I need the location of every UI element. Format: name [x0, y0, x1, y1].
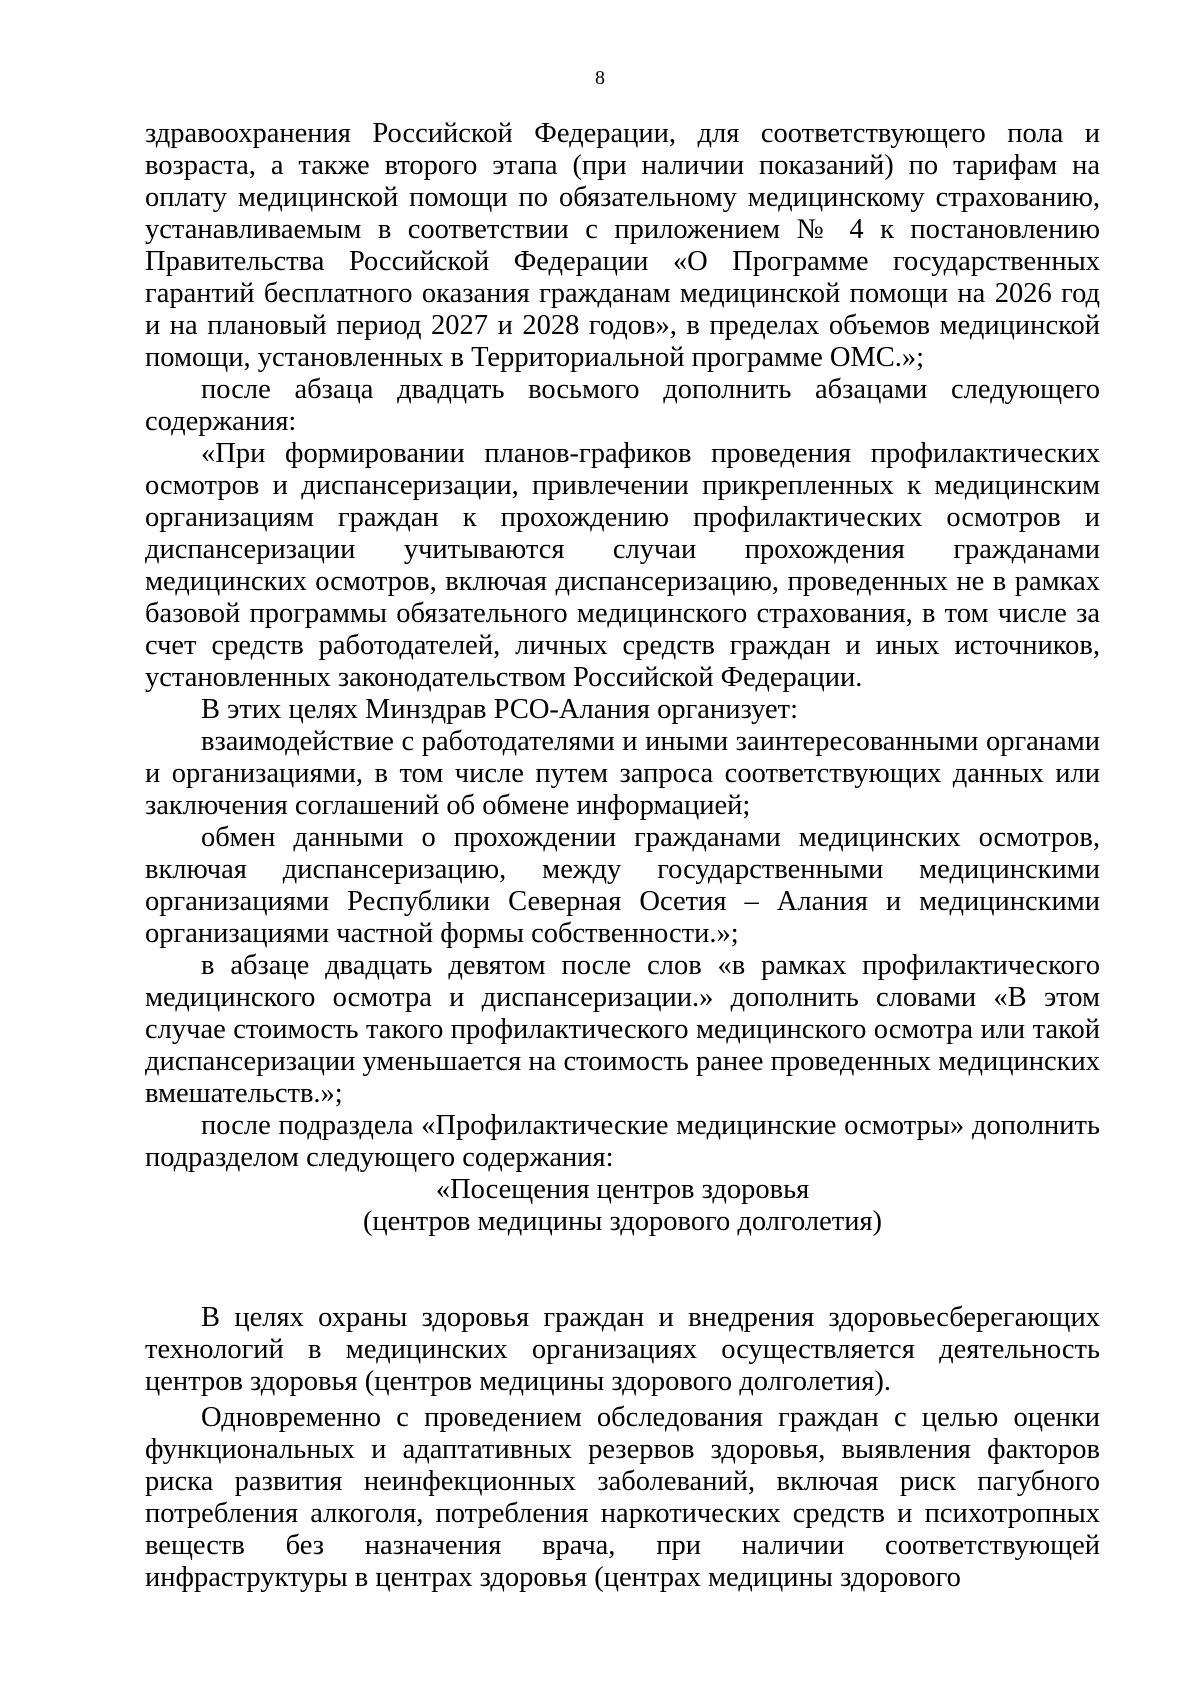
paragraph: В целях охраны здоровья граждан и внедрения здоровьесберегающих технологий в медицинских организациях осуществляется деятельность центров здоровья (центров медицины здорового долголетия). [145, 1302, 1100, 1397]
paragraph: В этих целях Минздрав РСО-Алания организует: [201, 694, 798, 725]
section-heading-line-1: «Посещения центров здоровья [435, 1174, 810, 1205]
heading-spacer [145, 1238, 1100, 1302]
document-body [145, 118, 1100, 1594]
page-number: 8 [595, 67, 605, 89]
paragraph: «При формировании планов-графиков проведения профилактических осмотров и диспансеризации, привлечении прикрепленных к медицинским организациям граждан к прохождению профилактических осмотров и диспансеризации учитываются случаи прохождения гражданами медицинских осмотров, включая диспансеризацию, проведенных не в рамках базовой программы обязательного медицинского страхования, в том числе за счет средств работодателей, личных средств граждан и иных источников, установленных законодательством Российской Федерации. [145, 438, 1100, 693]
paragraph-continuation: здравоохранения Российской Федерации, для соответствующего пола и возраста, а также второго этапа (при наличии показаний) по тарифам на оплату медицинской помощи по обязательному медицинскому страхованию, устанавливаемым в соответствии с приложением № 4 к постановлению Правительства Российской Федерации «О Программе государственных гарантий бесплатного оказания гражданам медицинской помощи на 2026 год и на плановый период 2027 и 2028 годов», в пределах объемов медицинской помощи, установленных в Территориальной программе ОМС.»; [145, 118, 1100, 373]
paragraph: после подраздела «Профилактические медицинские осмотры» дополнить подразделом следующего содержания: [145, 1110, 1100, 1173]
paragraph: взаимодействие с работодателями и иными заинтересованными органами и организациями, в том числе путем запроса соответствующих данных или заключения соглашений об обмене информацией; [145, 726, 1100, 821]
paragraph: после абзаца двадцать восьмого дополнить абзацами следующего содержания: [145, 374, 1100, 437]
section-heading-line-2: (центров медицины здорового долголетия) [362, 1206, 883, 1237]
paragraph: Одновременно с проведением обследования граждан с целью оценки функциональных и адаптативных резервов здоровья, выявления факторов риска развития неинфекционных заболеваний, включая риск пагубного потребления алкоголя, потребления наркотических средств и психотропных веществ без назначения врача, при наличии соответствующей инфраструктуры в центрах здоровья (центрах медицины здорового [145, 1402, 1100, 1593]
paragraph: в абзаце двадцать девятом после слов «в рамках профилактического медицинского осмотра и диспансеризации.» дополнить словами «В этом случае стоимость такого профилактического медицинского осмотра или такой диспансеризации уменьшается на стоимость ранее проведенных медицинских вмешательств.»; [145, 950, 1100, 1109]
paragraph: обмен данными о прохождении гражданами медицинских осмотров, включая диспансеризацию, между государственными медицинскими организациями Республики Северная Осетия – Алания и медицинскими организациями частной формы собственности.»; [145, 822, 1100, 949]
